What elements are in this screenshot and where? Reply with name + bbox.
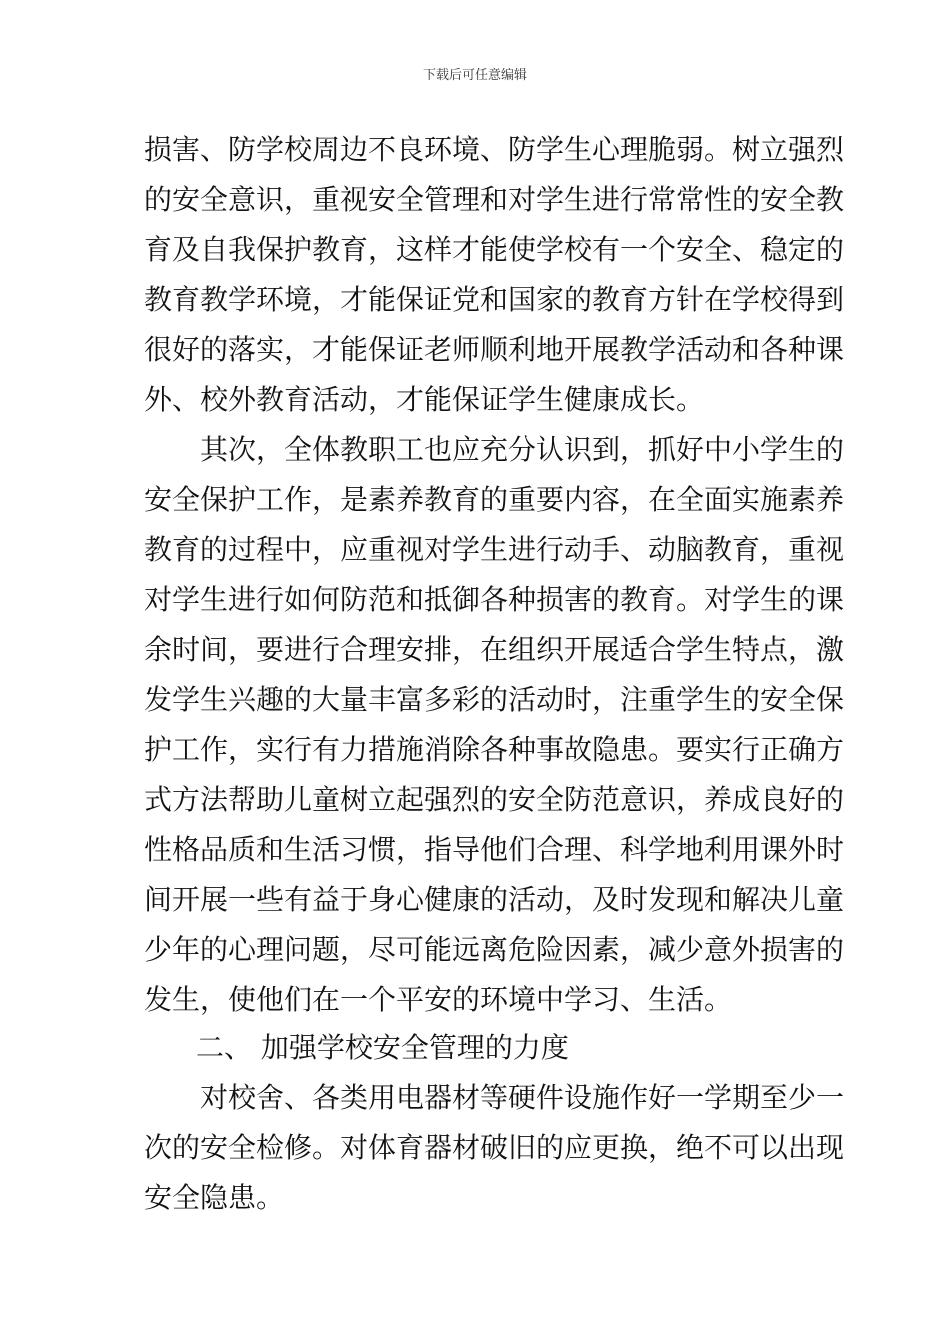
header-note: 下载后可任意编辑 (422, 68, 527, 83)
text-line: 少年的心理问题，尽可能远离危险因素，减少意外损害的 (144, 933, 845, 966)
text-line: 式方法帮助儿童树立起强烈的安全防范意识，养成良好的 (144, 783, 845, 816)
text-line: 次的安全检修。对体育器材破旧的应更换，绝不可以出现 (144, 1131, 845, 1164)
text-line: 发学生兴趣的大量丰富多彩的活动时，注重学生的安全保 (144, 683, 845, 716)
text-line: 外、校外教育活动，才能保证学生健康成长。 (144, 383, 705, 416)
text-line: 育及自我保护教育，这样才能使学校有一个安全、稳定的 (144, 233, 845, 266)
text-line: 教育教学环境，才能保证党和国家的教育方针在学校得到 (144, 283, 845, 316)
text-line: 很好的落实，才能保证老师顺利地开展教学活动和各种课 (144, 333, 845, 366)
text-line: 余时间，要进行合理安排，在组织开展适合学生特点，激 (144, 633, 845, 666)
text-line: 间开展一些有益于身心健康的活动，及时发现和解决儿童 (144, 883, 845, 916)
text-line: 对校舍、各类用电器材等硬件设施作好一学期至少一 (200, 1081, 845, 1114)
text-line: 其次，全体教职工也应充分认识到，抓好中小学生的 (200, 433, 845, 466)
text-line: 的安全意识，重视安全管理和对学生进行常常性的安全教 (144, 183, 845, 216)
text-line: 护工作，实行有力措施消除各种事故隐患。要实行正确方 (144, 733, 845, 766)
section-heading: 二、 加强学校安全管理的力度 (196, 1031, 569, 1064)
text-line: 对学生进行如何防范和抵御各种损害的教育。对学生的课 (144, 583, 845, 616)
text-line: 性格品质和生活习惯，指导他们合理、科学地利用课外时 (144, 833, 845, 866)
text-line: 发生，使他们在一个平安的环境中学习、生活。 (144, 983, 733, 1016)
text-line: 安全隐患。 (144, 1181, 285, 1214)
text-line: 安全保护工作，是素养教育的重要内容，在全面实施素养 (144, 483, 845, 516)
text-line: 损害、防学校周边不良环境、防学生心理脆弱。树立强烈 (144, 133, 845, 166)
text-line: 教育的过程中，应重视对学生进行动手、动脑教育，重视 (144, 533, 845, 566)
